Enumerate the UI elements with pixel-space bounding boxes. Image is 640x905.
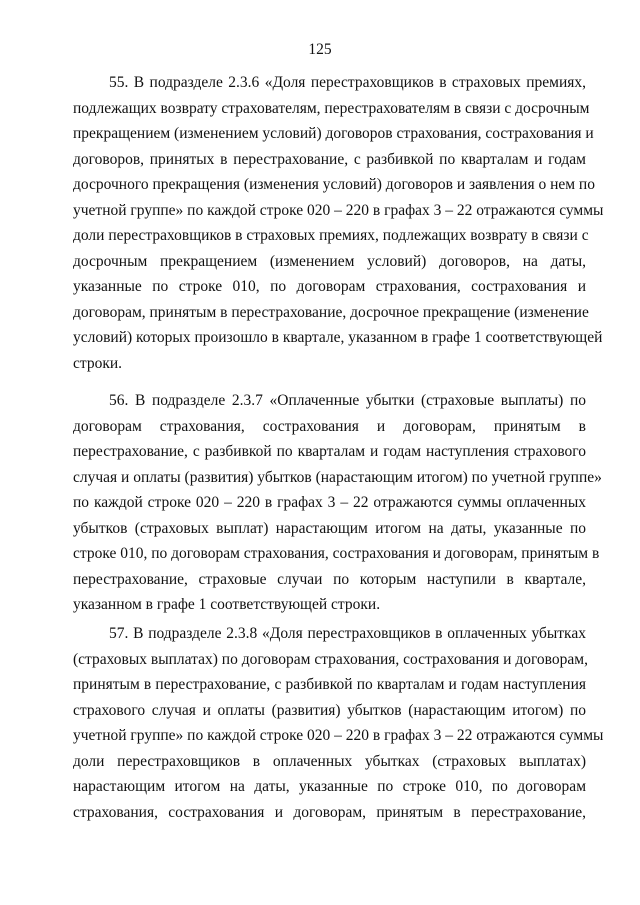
paragraph-line: условий) которых произошло в квартале, указанном в графе 1 соответствующей [73, 329, 603, 346]
paragraph-57 [73, 621, 604, 825]
paragraph-line: принятым в перестрахование, с разбивкой по кварталам и годам наступления [73, 676, 586, 693]
paragraph-line: перестрахование, страховые случаи по которым наступили в квартале, [73, 570, 586, 588]
paragraph-line: 56. В подразделе 2.3.7 «Оплаченные убытки (страховые выплаты) по [109, 392, 586, 409]
paragraph-line: учетной группе» по каждой строке 020 – 220 в графах 3 – 22 отражаются суммы [73, 727, 604, 744]
paragraph-line: указанном в графе 1 соответствующей строки. [73, 596, 381, 613]
paragraph-line: договорам, принятым в перестрахование, досрочное прекращение (изменение [73, 303, 589, 321]
paragraph-56 [73, 388, 602, 618]
paragraph-line: договоров, принятых в перестрахование, с разбивкой по кварталам и годам [73, 150, 586, 168]
paragraph-line: убытков (страховых выплат) нарастающим итогом на даты, указанные по [73, 519, 586, 537]
paragraph-line: страхования, сострахования и договорам, принятым в перестрахование, [73, 803, 586, 821]
paragraph-line: доли перестраховщиков в страховых премиях, подлежащих возврату в связи с [73, 227, 589, 244]
paragraph-line: (страховых выплатах) по договорам страхования, сострахования и договорам, [73, 650, 588, 668]
page-number: 125 [308, 41, 332, 58]
paragraph-line: 55. В подразделе 2.3.6 «Доля перестраховщиков в страховых премиях, [109, 74, 586, 91]
paragraph-line: строке 010, по договорам страхования, сострахования и договорам, принятым в [73, 545, 600, 562]
paragraph-line: досрочного прекращения (изменения условий) договоров и заявления о нем по [73, 176, 595, 193]
paragraph-line: перестрахование, с разбивкой по кварталам и годам наступления страхового [73, 443, 586, 460]
paragraph-line: 57. В подразделе 2.3.8 «Доля перестраховщиков в оплаченных убытках [109, 625, 586, 642]
paragraph-line: досрочным прекращением (изменением условий) договоров, на даты, [73, 252, 586, 270]
paragraph-line: указанные по строке 010, по договорам страхования, сострахования и [73, 278, 586, 295]
paragraph-line: случая и оплаты (развития) убытков (нарастающим итогом) по учетной группе» [73, 468, 602, 486]
paragraph-55 [73, 70, 604, 376]
paragraph-line: по каждой строке 020 – 220 в графах 3 – 22 отражаются суммы оплаченных [73, 494, 586, 511]
paragraph-line: учетной группе» по каждой строке 020 – 220 в графах 3 – 22 отражаются суммы [73, 201, 604, 219]
paragraph-line: прекращением (изменением условий) договоров страхования, сострахования и [73, 125, 594, 142]
paragraph-line: строки. [73, 354, 123, 372]
paragraph-line: договорам страхования, сострахования и договорам, принятым в [73, 417, 586, 435]
paragraph-line: доли перестраховщиков в оплаченных убытках (страховых выплатах) [73, 752, 586, 770]
paragraph-line: нарастающим итогом на даты, указанные по строке 010, по договорам [73, 778, 586, 795]
paragraph-line: страхового случая и оплаты (развития) убытков (нарастающим итогом) по [73, 701, 586, 719]
paragraph-line: подлежащих возврату страхователям, перестрахователям в связи с досрочным [73, 99, 590, 117]
